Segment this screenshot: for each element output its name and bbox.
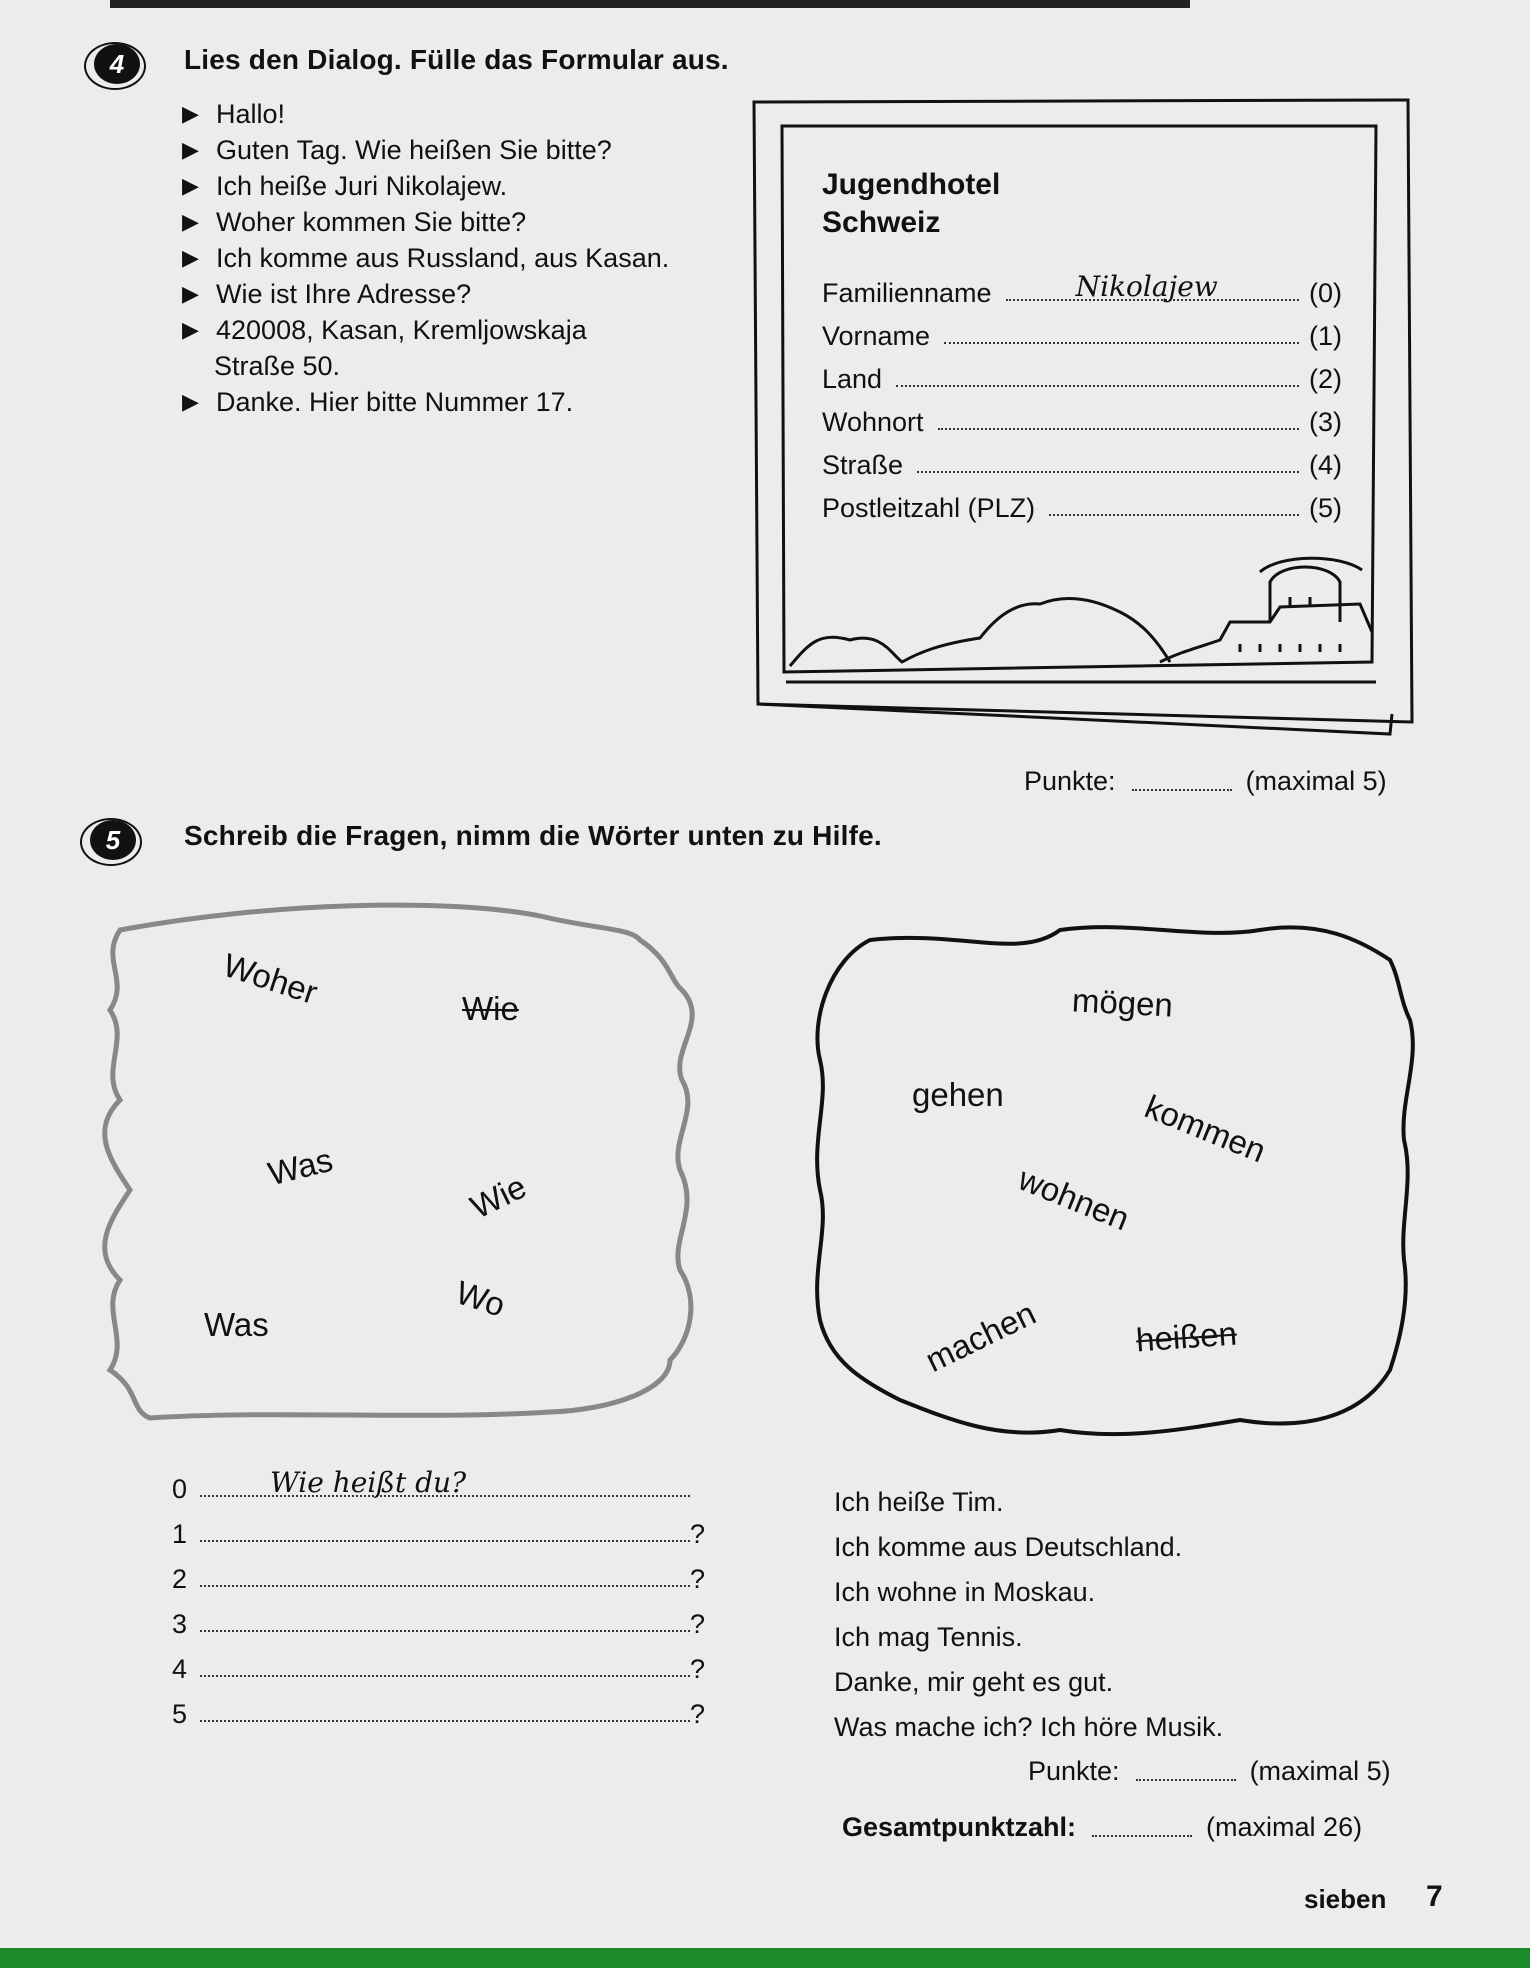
form-title: Schweiz [822, 206, 941, 239]
answer-line: Danke, mir geht es gut. [834, 1667, 1114, 1697]
form-title: Jugendhotel [822, 168, 1001, 201]
question-number: 3 [172, 1609, 188, 1639]
dialog-line [182, 312, 742, 348]
question-row [172, 1685, 705, 1730]
verb-word: gehen [912, 1076, 1004, 1113]
question-number: 1 [172, 1519, 188, 1549]
dialog-line [182, 96, 742, 132]
total-max: (maximal 26) [1206, 1812, 1363, 1842]
verb-word: kommen [1139, 1087, 1272, 1170]
page-number: 7 [1426, 1880, 1443, 1913]
dialog-text: Wie ist Ihre Adresse? [216, 279, 472, 309]
handwritten-answer: Nikolajew [1075, 270, 1218, 303]
form-field-plz[interactable] [1049, 490, 1299, 516]
dialog-text: Woher kommen Sie bitte? [216, 207, 527, 237]
arrow-icon: ▶ [182, 101, 199, 126]
form-number: (2) [1309, 364, 1342, 394]
answer-line: Ich komme aus Deutschland. [834, 1532, 1183, 1562]
handwritten-answer: Wie heißt du? [270, 1466, 467, 1499]
form-label: Land [822, 364, 883, 394]
dialog-text: Straße 50. [214, 351, 341, 381]
dialog-line [182, 168, 742, 204]
verb-word: wohnen [1013, 1159, 1135, 1238]
dialog-text: Hallo! [216, 99, 286, 129]
exercise-5-heading: Schreib die Fragen, nimm die Wörter unten zu Hilfe. [184, 820, 882, 851]
form-label: Straße [822, 450, 904, 480]
question-mark: ? [690, 1519, 706, 1549]
dialog-line [182, 348, 742, 384]
dialog-line [182, 204, 742, 240]
question-row [172, 1505, 705, 1550]
answer-line: Ich mag Tennis. [834, 1622, 1023, 1652]
dialog-text: Ich komme aus Russland, aus Kasan. [216, 243, 670, 273]
question-word-cloud [70, 890, 710, 1450]
form-field-strasse[interactable] [917, 447, 1299, 473]
answer-line: Ich heiße Tim. [834, 1487, 1004, 1517]
exercise-4-number: 4 [94, 44, 140, 84]
question-word: Woher [218, 946, 323, 1012]
exercise-5-score [1028, 1756, 1391, 1787]
form-field-familienname[interactable] [1006, 270, 1299, 303]
form-field-land[interactable] [896, 361, 1299, 387]
question-field[interactable] [200, 1520, 690, 1542]
answer-line: Was mache ich? Ich höre Musik. [834, 1712, 1224, 1742]
dialog-line [182, 384, 742, 420]
form-number: (3) [1309, 407, 1342, 437]
question-field[interactable] [200, 1655, 690, 1677]
total-score [842, 1812, 1362, 1843]
question-field[interactable] [200, 1610, 690, 1632]
question-field[interactable] [200, 1700, 690, 1722]
question-number: 5 [172, 1699, 188, 1729]
verb-word: mögen [1071, 981, 1174, 1024]
verb-word: machen [919, 1294, 1042, 1379]
form-row-strasse [822, 438, 1342, 481]
form-row-land [822, 352, 1342, 395]
form-label: Wohnort [822, 407, 924, 437]
question-row [172, 1460, 705, 1505]
score-label: Punkte: [1024, 766, 1116, 796]
form-number: (4) [1309, 450, 1342, 480]
arrow-icon: ▶ [182, 137, 199, 162]
answer-list [834, 1480, 1223, 1750]
question-lines [172, 1460, 705, 1730]
form-label: Familienname [822, 278, 992, 308]
exercise-4-score [1024, 766, 1387, 797]
dialog-line [182, 132, 742, 168]
arrow-icon: ▶ [182, 317, 199, 342]
dialog-text: Danke. Hier bitte Nummer 17. [216, 387, 574, 417]
top-edge-bar [110, 0, 1190, 8]
question-word: Was [204, 1306, 269, 1343]
green-edge-bar [0, 1948, 1530, 1968]
form-row-plz [822, 481, 1342, 524]
score-label: Punkte: [1028, 1756, 1120, 1786]
exercise-4-heading: Lies den Dialog. Fülle das Formular aus. [184, 44, 729, 75]
question-number: 2 [172, 1564, 188, 1594]
question-row [172, 1550, 705, 1595]
form-number: (5) [1309, 493, 1342, 523]
form-row-vorname [822, 309, 1342, 352]
form-number: (1) [1309, 321, 1342, 351]
question-mark: ? [690, 1699, 706, 1729]
question-mark: ? [690, 1564, 706, 1594]
question-word: Wie [464, 1167, 532, 1226]
page-word: sieben [1304, 1884, 1387, 1914]
total-label: Gesamtpunktzahl: [842, 1812, 1077, 1842]
question-mark: ? [690, 1654, 706, 1684]
score-field[interactable] [1132, 779, 1232, 791]
answer-line: Ich wohne in Moskau. [834, 1577, 1096, 1607]
question-row [172, 1640, 705, 1685]
dialog-line [182, 276, 742, 312]
form-label: Postleitzahl (PLZ) [822, 493, 1036, 523]
question-word: Was [264, 1140, 337, 1193]
hotel-form [822, 166, 1342, 524]
form-number: (0) [1309, 278, 1342, 308]
question-word: Wo [451, 1273, 510, 1324]
arrow-icon: ▶ [182, 281, 199, 306]
arrow-icon: ▶ [182, 245, 199, 270]
arrow-icon: ▶ [182, 389, 199, 414]
form-label: Vorname [822, 321, 931, 351]
question-row [172, 1595, 705, 1640]
form-field-vorname[interactable] [944, 318, 1299, 344]
question-mark: ? [690, 1609, 706, 1639]
arrow-icon: ▶ [182, 209, 199, 234]
total-field[interactable] [1092, 1825, 1192, 1837]
form-field-wohnort[interactable] [938, 404, 1299, 430]
dialog-text: Guten Tag. Wie heißen Sie bitte? [216, 135, 612, 165]
verb-word-struck: heißen [1134, 1314, 1239, 1359]
dialog-line [182, 240, 742, 276]
form-row-wohnort [822, 395, 1342, 438]
dialog-text: Ich heiße Juri Nikolajew. [216, 171, 508, 201]
score-max: (maximal 5) [1249, 1756, 1391, 1786]
score-field[interactable] [1136, 1769, 1236, 1781]
dialog-text: 420008, Kasan, Kremljowskaja [216, 315, 587, 345]
question-number: 4 [172, 1654, 188, 1684]
form-row-familienname [822, 266, 1342, 309]
score-max: (maximal 5) [1245, 766, 1387, 796]
question-field[interactable] [200, 1466, 690, 1499]
exercise-5-number: 5 [90, 820, 136, 860]
question-field[interactable] [200, 1565, 690, 1587]
dialog-list [182, 96, 742, 420]
question-number: 0 [172, 1474, 188, 1504]
arrow-icon: ▶ [182, 173, 199, 198]
question-word-struck: Wie [462, 990, 519, 1027]
